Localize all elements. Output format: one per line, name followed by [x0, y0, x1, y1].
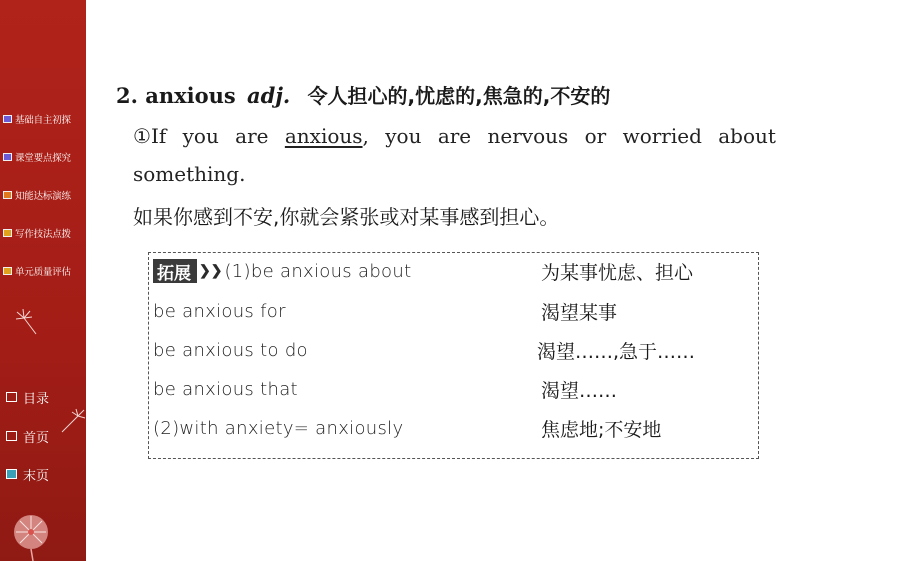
definition-translation: 如果你感到不安,你就会紧张或对某事感到担心。 — [133, 205, 560, 229]
square-icon — [6, 431, 17, 441]
extension-meaning: 渴望某事 — [541, 302, 618, 324]
extension-phrase: be anxious to do — [153, 339, 308, 361]
entry-number: 2. — [116, 83, 138, 108]
nav-square-icon — [3, 229, 12, 237]
nav-item-writing-skills[interactable] — [0, 224, 86, 242]
nav-item-label: 课堂要点探究 — [15, 153, 71, 164]
entry-word: anxious — [145, 83, 236, 108]
extension-row — [153, 298, 286, 324]
extension-meaning: 为某事忧虑、担心 — [541, 262, 694, 284]
toc-button[interactable] — [6, 387, 49, 407]
entry-part-of-speech: adj. — [247, 83, 291, 108]
definition-keyword: anxious — [284, 124, 363, 148]
nav-square-icon — [3, 153, 12, 161]
nav-item-unit-assessment[interactable] — [0, 262, 86, 280]
extension-row — [153, 337, 308, 363]
dandelion-flower-icon — [10, 512, 52, 561]
square-icon — [6, 392, 17, 402]
extension-meaning: 焦虑地;不安地 — [541, 419, 662, 441]
extension-phrase: be anxious for — [153, 300, 286, 322]
extension-meaning: 渴望…… — [541, 380, 618, 402]
extension-meaning: 渴望……,急于…… — [537, 341, 696, 363]
nav-square-icon — [3, 267, 12, 275]
extension-row — [153, 258, 411, 284]
nav-item-label: 基础自主初探 — [15, 115, 71, 126]
definition-line-1 — [133, 124, 776, 148]
extension-row — [153, 376, 298, 402]
nav-item-class-key-points[interactable] — [0, 148, 86, 166]
extension-phrase: be anxious that — [153, 378, 298, 400]
last-page-button[interactable] — [6, 464, 49, 484]
first-page-button[interactable] — [6, 426, 49, 446]
dandelion-seed-icon — [14, 308, 40, 336]
nav-item-label: 写作技法点拨 — [15, 229, 71, 240]
entry-heading — [116, 80, 610, 109]
nav-item-basic-preview[interactable] — [0, 110, 86, 128]
sidebar — [0, 0, 86, 561]
double-chevron-right-icon: ❯❯ — [199, 263, 223, 279]
definition-marker: ① — [133, 124, 151, 148]
extension-row — [153, 415, 403, 441]
definition-text-a: If you are — [150, 124, 285, 148]
first-page-label: 首页 — [23, 430, 50, 446]
toc-label: 目录 — [23, 391, 50, 407]
nav-item-label: 知能达标演练 — [15, 191, 71, 202]
nav-square-icon — [3, 115, 12, 123]
extension-tag: 拓展 — [153, 259, 197, 283]
extension-phrase: (2)with anxiety= anxiously — [153, 417, 404, 439]
nav-item-practice[interactable] — [0, 186, 86, 204]
last-page-label: 末页 — [23, 468, 50, 484]
dandelion-seed-icon — [58, 408, 86, 436]
nav-square-icon — [3, 191, 12, 199]
extension-phrase: (1)be anxious about — [224, 260, 412, 282]
entry-meaning-cn: 令人担心的,忧虑的,焦急的,不安的 — [307, 84, 611, 108]
nav-item-label: 单元质量评估 — [15, 267, 71, 278]
definition-text-b: , you are nervous or worried about — [362, 124, 776, 148]
square-icon — [6, 469, 17, 479]
definition-line-2: something. — [133, 162, 246, 186]
